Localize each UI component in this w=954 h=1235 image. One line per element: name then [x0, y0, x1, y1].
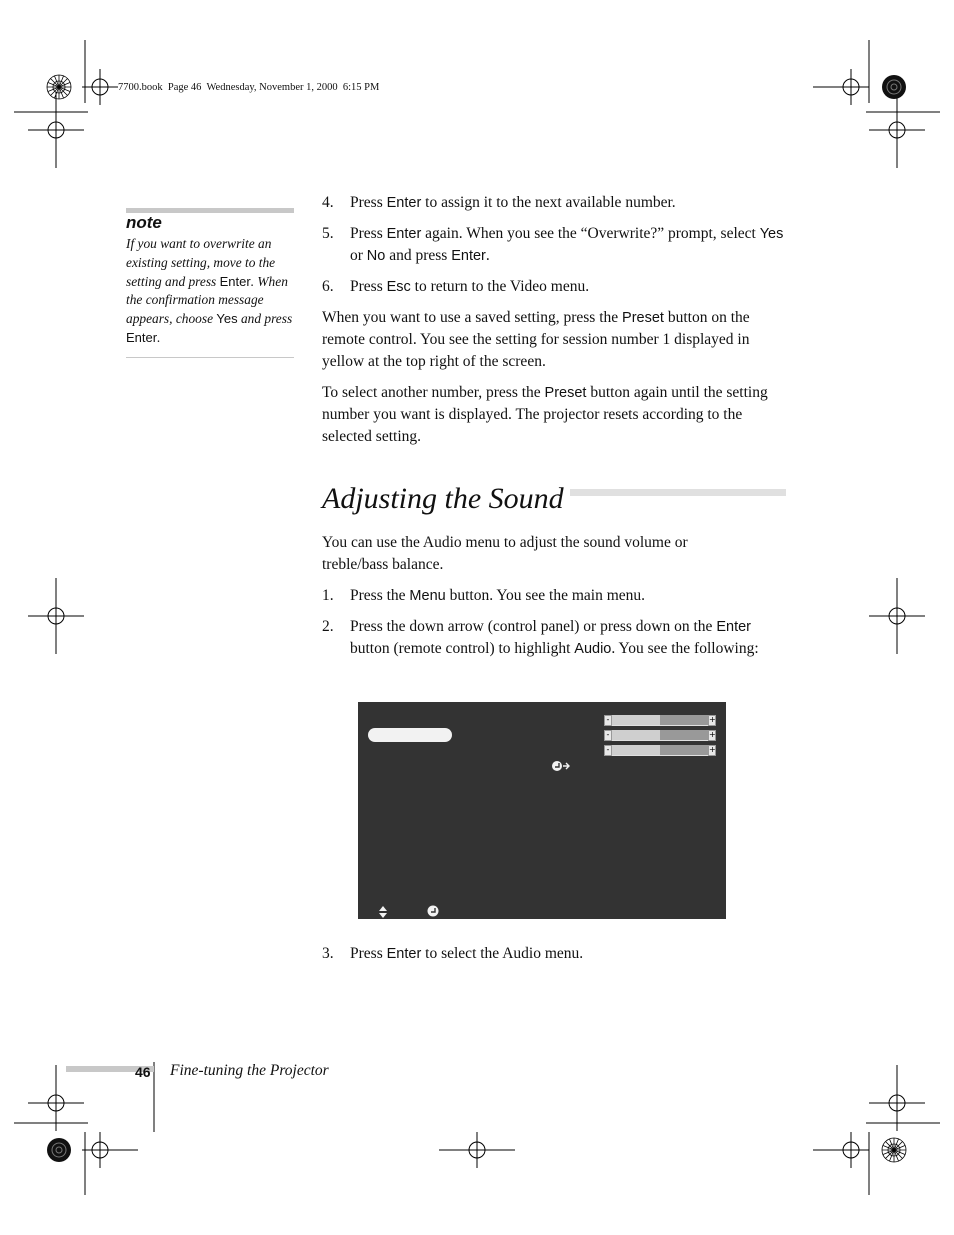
- chapter-title: Fine-tuning the Projector: [170, 1062, 329, 1079]
- page-number: 46: [135, 1064, 151, 1080]
- file-info-header: 7700.book Page 46 Wednesday, November 1, 2000 6:15 PM: [118, 82, 380, 93]
- slider-fill: [612, 730, 660, 740]
- enter-key-label: Enter: [451, 248, 486, 264]
- volume-slider: [604, 715, 716, 726]
- slider-minus-button: -: [604, 745, 612, 756]
- slider-plus-button: +: [709, 745, 716, 754]
- no-key-label: No: [366, 248, 386, 264]
- section-heading: Adjusting the Sound: [322, 480, 570, 518]
- note-bottom-rule: [126, 357, 294, 358]
- slider-plus-button: +: [709, 715, 716, 724]
- slider-minus-button: -: [604, 730, 612, 741]
- up-down-arrow-icon: [378, 906, 388, 918]
- enter-key-label: Enter: [126, 329, 158, 345]
- enter-icon: [427, 905, 439, 917]
- slider-plus-button: +: [709, 730, 716, 739]
- paragraph-saved-setting: When you want to use a saved setting, press the Preset button on the remote control. You see the setting for session number 1 displayed in yellow at the top right of the screen.: [322, 309, 750, 370]
- yes-key-label: Yes: [216, 311, 238, 327]
- enter-key-label: Enter: [386, 195, 422, 211]
- enter-key-label: Enter: [219, 273, 251, 289]
- preset-key-label: Preset: [544, 385, 587, 401]
- slider-minus-button: -: [604, 715, 612, 726]
- preset-key-label: Preset: [622, 310, 664, 326]
- enter-key-label: Enter: [386, 226, 422, 242]
- enter-key-label: Enter: [716, 619, 751, 635]
- note-title: note: [126, 213, 162, 232]
- treble-slider: [604, 730, 716, 741]
- slider-fill: [612, 715, 660, 725]
- paragraph-select-number: To select another number, press the Preset button again until the setting number you want is displayed. The projector resets according to the selected setting.: [322, 384, 768, 445]
- slider-fill: [612, 745, 660, 755]
- menu-highlight-bar: [368, 728, 452, 742]
- audio-key-label: Audio: [574, 641, 612, 657]
- esc-key-label: Esc: [386, 279, 411, 295]
- note-body: If you want to overwrite an existing setting, move to the setting and press Enter. When the confirmation message appears, choose Yes and press Enter.: [126, 236, 293, 345]
- menu-key-label: Menu: [409, 588, 446, 604]
- audio-menu-screenshot: [358, 702, 726, 919]
- bass-slider: [604, 745, 716, 756]
- yes-key-label: Yes: [759, 226, 784, 242]
- enter-arrow-icon: [551, 759, 571, 773]
- enter-key-label: Enter: [386, 946, 422, 962]
- intro-paragraph: You can use the Audio menu to adjust the sound volume or treble/bass balance.: [322, 534, 688, 573]
